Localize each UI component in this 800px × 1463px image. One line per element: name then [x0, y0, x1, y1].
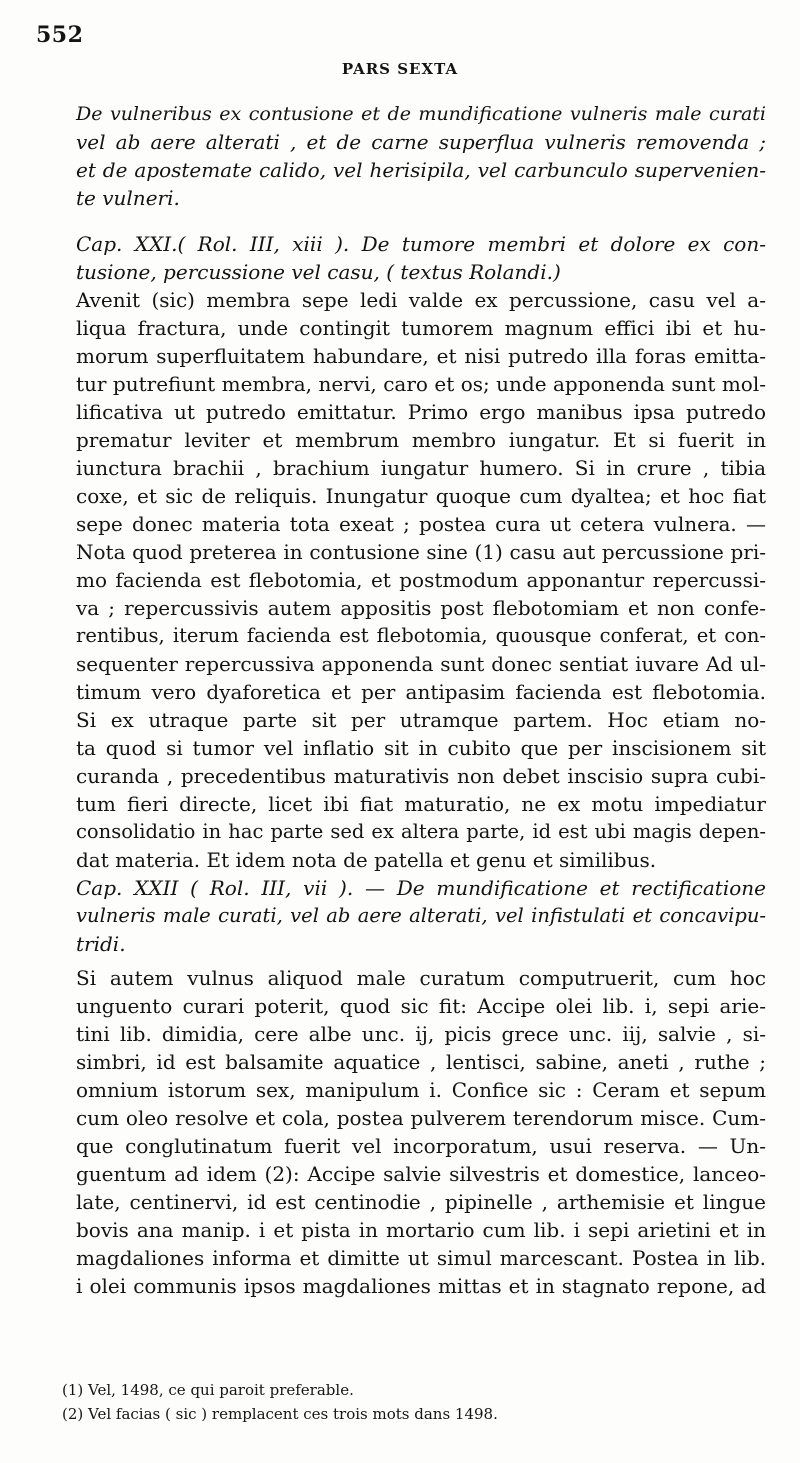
chapter-21-text: [76, 286, 766, 874]
text-line: Avenit (sic) membra sepe ledi valde ex percussione, casu vel a-: [76, 288, 766, 312]
chapter-heading-line: tridi.: [76, 932, 126, 956]
chapter-heading-line: tusione, percussione vel casu, ( textus Rolandi.): [76, 260, 561, 284]
text-line: tum fieri directe, licet ibi fiat maturatio, ne ex motu impediatur: [76, 792, 766, 816]
text-line: prematur leviter et membrum membro iungatur. Et si fuerit in: [76, 428, 766, 452]
text-line: bovis ana manip. i et pista in mortario cum lib. i sepi arietini et in: [76, 1218, 766, 1242]
footnote: (1) Vel, 1498, ce qui paroit preferable.: [62, 1381, 354, 1399]
text-line: Nota quod preterea in contusione sine (1) casu aut percussione pri-: [76, 540, 766, 564]
text-line: sequenter repercussiva apponenda sunt donec sentiat iuvare Ad ul-: [76, 652, 766, 676]
section-title: [76, 100, 766, 212]
text-line: simbri, id est balsamite aquatice , lentisci, sabine, aneti , ruthe ;: [76, 1050, 766, 1074]
chapter-22-heading: [76, 874, 766, 958]
section-title-line: vel ab aere alterati , et de carne superflua vulneris removenda ;: [76, 130, 766, 154]
chapter-21-heading: [76, 230, 766, 286]
section-title-line: De vulneribus ex contusione et de mundificatione vulneris male curati: [76, 103, 766, 125]
text-line: guentum ad idem (2): Accipe salvie silvestris et domestice, lanceo-: [76, 1162, 766, 1186]
text-line: i olei communis ipsos magdaliones mittas et in stagnato repone, ad: [76, 1274, 766, 1298]
text-line: coxe, et sic de reliquis. Inungatur quoque cum dyaltea; et hoc fiat: [76, 484, 766, 508]
text-line: magdaliones informa et dimitte ut simul marcescant. Postea in lib.: [76, 1246, 766, 1270]
text-line: Si autem vulnus aliquod male curatum computruerit, cum hoc: [76, 966, 766, 990]
text-line: dat materia. Et idem nota de patella et genu et similibus.: [76, 848, 657, 872]
chapter-22-text: [76, 964, 766, 1300]
text-line: unguento curari poterit, quod sic fit: Accipe olei lib. i, sepi arie-: [76, 994, 766, 1018]
text-line: omnium istorum sex, manipulum i. Confice sic : Ceram et sepum: [76, 1078, 766, 1102]
text-line: liqua fractura, unde contingit tumorem magnum effici ibi et hu-: [76, 316, 766, 340]
text-line: iunctura brachii , brachium iungatur humero. Si in crure , tibia: [76, 456, 766, 480]
text-line: timum vero dyaforetica et per antipasim facienda est flebotomia.: [76, 680, 766, 704]
text-line: cum oleo resolve et cola, postea pulverem terendorum misce. Cum-: [76, 1106, 766, 1130]
text-line: Si ex utraque parte sit per utramque partem. Hoc etiam no-: [76, 708, 766, 732]
chapter-heading-line: Cap. XXII ( Rol. III, vii ). — De mundificatione et rectificatione: [76, 876, 766, 900]
text-line: tini lib. dimidia, cere albe unc. ij, picis grece unc. iij, salvie , si-: [76, 1022, 766, 1046]
text-line: consolidatio in hac parte sed ex altera parte, id est ubi magis depen-: [76, 820, 766, 843]
footnotes: [62, 1378, 762, 1426]
text-line: sepe donec materia tota exeat ; postea cura ut cetera vulnera. —: [76, 512, 766, 536]
page-body: [76, 100, 766, 1300]
chapter-heading-line: Cap. XXI.( Rol. III, xiii ). De tumore membri et dolore ex con-: [76, 232, 766, 256]
text-line: morum superfluitatem habundare, et nisi putredo illa foras emitta-: [76, 344, 766, 368]
text-line: curanda , precedentibus maturativis non debet inscisio supra cubi-: [76, 764, 766, 788]
footnote: (2) Vel facias ( sic ) remplacent ces trois mots dans 1498.: [62, 1405, 498, 1423]
section-title-line: te vulneri.: [76, 186, 180, 210]
section-title-line: et de apostemate calido, vel herisipila, vel carbunculo supervenien-: [76, 158, 766, 182]
text-line: mo facienda est flebotomia, et postmodum apponantur repercussi-: [76, 568, 766, 592]
chapter-heading-line: vulneris male curati, vel ab aere alterati, vel infistulati et concavipu-: [76, 904, 766, 927]
text-line: ta quod si tumor vel inflatio sit in cubito que per inscisionem sit: [76, 736, 766, 760]
text-line: rentibus, iterum facienda est flebotomia, quousque conferat, et con-: [76, 624, 766, 647]
running-head: PARS SEXTA: [341, 60, 459, 78]
text-line: late, centinervi, id est centinodie , pipinelle , arthemisie et lingue: [76, 1190, 766, 1214]
text-line: lificativa ut putredo emittatur. Primo ergo manibus ipsa putredo: [76, 400, 766, 424]
text-line: va ; repercussivis autem appositis post flebotomiam et non confe-: [76, 596, 766, 620]
page-number: 552: [36, 22, 84, 48]
text-line: que conglutinatum fuerit vel incorporatum, usui reserva. — Un-: [76, 1134, 766, 1158]
text-line: tur putrefiunt membra, nervi, caro et os; unde apponenda sunt mol-: [76, 372, 766, 396]
